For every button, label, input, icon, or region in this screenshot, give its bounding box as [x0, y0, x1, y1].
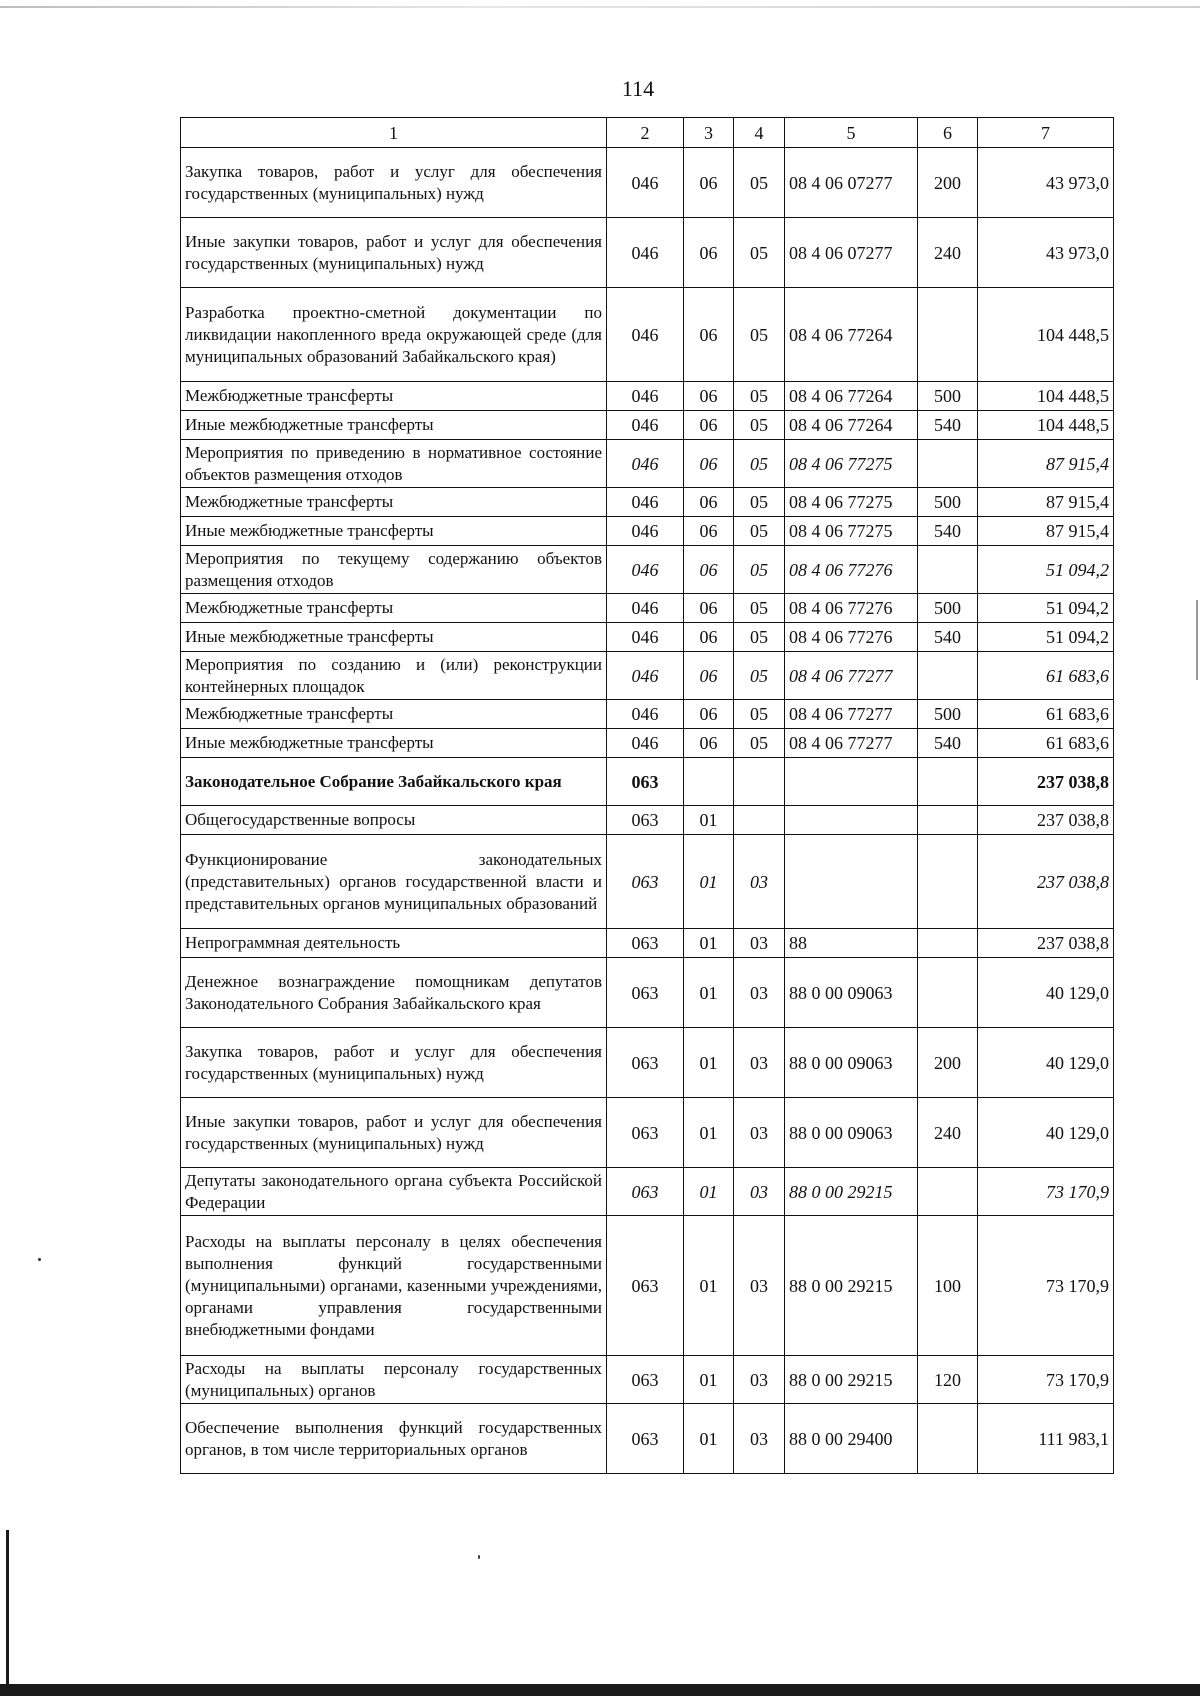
- row-amount: 111 983,1: [978, 1404, 1114, 1474]
- table-row: [181, 700, 1114, 729]
- row-target-code: 08 4 06 77264: [785, 382, 918, 411]
- row-name: Мероприятия по созданию и (или) реконструкции контейнерных площадок: [181, 652, 607, 700]
- table-row: [181, 1098, 1114, 1168]
- row-subsection-code: 03: [734, 1168, 785, 1216]
- row-subsection-code: 03: [734, 1404, 785, 1474]
- row-expense-type: 540: [918, 411, 978, 440]
- row-target-code: 88: [785, 929, 918, 958]
- table-row: [181, 288, 1114, 382]
- row-target-code: 08 4 06 77275: [785, 517, 918, 546]
- row-ministry-code: 046: [607, 546, 684, 594]
- row-expense-type: [918, 1168, 978, 1216]
- row-expense-type: 500: [918, 594, 978, 623]
- row-section-code: 06: [684, 517, 734, 546]
- row-name: Расходы на выплаты персоналу государственных (муниципальных) органов: [181, 1356, 607, 1404]
- row-section-code: 06: [684, 652, 734, 700]
- row-ministry-code: 063: [607, 806, 684, 835]
- row-target-code: 88 0 00 29215: [785, 1356, 918, 1404]
- row-section-code: 06: [684, 288, 734, 382]
- row-amount: 61 683,6: [978, 652, 1114, 700]
- scan-left-edge: [6, 1530, 9, 1690]
- row-target-code: 08 4 06 77277: [785, 729, 918, 758]
- row-target-code: 88 0 00 29215: [785, 1168, 918, 1216]
- row-target-code: [785, 806, 918, 835]
- row-expense-type: 100: [918, 1216, 978, 1356]
- header-cell: 2: [607, 118, 684, 148]
- row-ministry-code: 063: [607, 758, 684, 806]
- row-name: Законодательное Собрание Забайкальского края: [181, 758, 607, 806]
- row-subsection-code: 05: [734, 488, 785, 517]
- row-expense-type: [918, 288, 978, 382]
- row-name: Иные закупки товаров, работ и услуг для обеспечения государственных (муниципальных) нужд: [181, 218, 607, 288]
- row-name: Депутаты законодательного органа субъекта Российской Федерации: [181, 1168, 607, 1216]
- table-row: [181, 1404, 1114, 1474]
- row-section-code: 06: [684, 440, 734, 488]
- row-expense-type: 540: [918, 517, 978, 546]
- row-name: Расходы на выплаты персоналу в целях обеспечения выполнения функций государственными (муниципальными) органами, казенными учреждениями, органами управления государственными внебюджетными фондами: [181, 1216, 607, 1356]
- row-expense-type: 200: [918, 1028, 978, 1098]
- budget-table: [180, 117, 1114, 1474]
- row-ministry-code: 063: [607, 835, 684, 929]
- row-amount: 40 129,0: [978, 1028, 1114, 1098]
- row-expense-type: 200: [918, 148, 978, 218]
- row-expense-type: [918, 835, 978, 929]
- row-subsection-code: 03: [734, 1028, 785, 1098]
- row-ministry-code: 063: [607, 1028, 684, 1098]
- row-ministry-code: 046: [607, 411, 684, 440]
- row-name: Иные межбюджетные трансферты: [181, 729, 607, 758]
- row-name: Непрограммная деятельность: [181, 929, 607, 958]
- row-section-code: 06: [684, 546, 734, 594]
- scan-right-edge: [1196, 600, 1198, 680]
- row-expense-type: 240: [918, 1098, 978, 1168]
- row-ministry-code: 063: [607, 1098, 684, 1168]
- row-amount: 237 038,8: [978, 929, 1114, 958]
- row-expense-type: [918, 652, 978, 700]
- row-amount: 237 038,8: [978, 758, 1114, 806]
- row-name: Иные межбюджетные трансферты: [181, 411, 607, 440]
- row-subsection-code: 05: [734, 700, 785, 729]
- row-ministry-code: 046: [607, 218, 684, 288]
- page-number: 114: [621, 76, 655, 101]
- table-row: [181, 218, 1114, 288]
- table-row: [181, 1168, 1114, 1216]
- row-target-code: 08 4 06 77276: [785, 594, 918, 623]
- row-ministry-code: 046: [607, 594, 684, 623]
- row-section-code: 06: [684, 729, 734, 758]
- header-cell: 1: [181, 118, 607, 148]
- row-amount: 104 448,5: [978, 382, 1114, 411]
- table-row: [181, 652, 1114, 700]
- row-name: Иные закупки товаров, работ и услуг для обеспечения государственных (муниципальных) нужд: [181, 1098, 607, 1168]
- table-row: [181, 729, 1114, 758]
- row-target-code: 08 4 06 77264: [785, 288, 918, 382]
- row-expense-type: 500: [918, 382, 978, 411]
- row-subsection-code: 05: [734, 546, 785, 594]
- row-amount: 87 915,4: [978, 517, 1114, 546]
- table-row: [181, 806, 1114, 835]
- header-cell: 5: [785, 118, 918, 148]
- row-ministry-code: 063: [607, 1168, 684, 1216]
- row-target-code: 08 4 06 77275: [785, 488, 918, 517]
- row-name: Денежное вознаграждение помощникам депутатов Законодательного Собрания Забайкальского края: [181, 958, 607, 1028]
- row-section-code: 01: [684, 1168, 734, 1216]
- row-target-code: 08 4 06 07277: [785, 218, 918, 288]
- row-name: Иные межбюджетные трансферты: [181, 623, 607, 652]
- row-ministry-code: 046: [607, 382, 684, 411]
- row-subsection-code: 03: [734, 1356, 785, 1404]
- row-expense-type: 240: [918, 218, 978, 288]
- header-cell: 6: [918, 118, 978, 148]
- row-subsection-code: 05: [734, 652, 785, 700]
- row-subsection-code: 05: [734, 729, 785, 758]
- table-row: [181, 594, 1114, 623]
- scan-speck: [38, 1258, 41, 1261]
- row-target-code: 88 0 00 29215: [785, 1216, 918, 1356]
- row-amount: 51 094,2: [978, 623, 1114, 652]
- row-ministry-code: 046: [607, 623, 684, 652]
- row-section-code: 01: [684, 835, 734, 929]
- row-target-code: 88 0 00 09063: [785, 1028, 918, 1098]
- row-section-code: 06: [684, 623, 734, 652]
- row-name: Закупка товаров, работ и услуг для обеспечения государственных (муниципальных) нужд: [181, 148, 607, 218]
- row-ministry-code: 046: [607, 652, 684, 700]
- row-section-code: 01: [684, 806, 734, 835]
- row-section-code: 01: [684, 929, 734, 958]
- table-row: [181, 517, 1114, 546]
- row-amount: 51 094,2: [978, 594, 1114, 623]
- row-amount: 61 683,6: [978, 729, 1114, 758]
- table-row: [181, 488, 1114, 517]
- row-target-code: 08 4 06 77275: [785, 440, 918, 488]
- row-section-code: 06: [684, 700, 734, 729]
- table-row: [181, 929, 1114, 958]
- row-expense-type: 540: [918, 729, 978, 758]
- row-amount: 237 038,8: [978, 835, 1114, 929]
- row-amount: 40 129,0: [978, 958, 1114, 1028]
- header-row: [181, 118, 1114, 148]
- row-target-code: [785, 835, 918, 929]
- row-section-code: 06: [684, 382, 734, 411]
- row-expense-type: [918, 958, 978, 1028]
- table-row: [181, 758, 1114, 806]
- row-target-code: 88 0 00 09063: [785, 958, 918, 1028]
- row-section-code: 06: [684, 594, 734, 623]
- table-row: [181, 382, 1114, 411]
- row-ministry-code: 046: [607, 517, 684, 546]
- row-section-code: 01: [684, 1356, 734, 1404]
- row-ministry-code: 063: [607, 958, 684, 1028]
- row-expense-type: [918, 758, 978, 806]
- row-target-code: 08 4 06 07277: [785, 148, 918, 218]
- row-subsection-code: 05: [734, 411, 785, 440]
- row-ministry-code: 046: [607, 700, 684, 729]
- row-ministry-code: 046: [607, 148, 684, 218]
- row-target-code: 08 4 06 77264: [785, 411, 918, 440]
- row-name: Межбюджетные трансферты: [181, 382, 607, 411]
- row-expense-type: 500: [918, 700, 978, 729]
- row-name: Межбюджетные трансферты: [181, 488, 607, 517]
- row-expense-type: 500: [918, 488, 978, 517]
- row-expense-type: 540: [918, 623, 978, 652]
- header-cell: 7: [978, 118, 1114, 148]
- row-section-code: 01: [684, 1028, 734, 1098]
- header-cell: 3: [684, 118, 734, 148]
- row-amount: 87 915,4: [978, 440, 1114, 488]
- row-section-code: 01: [684, 1098, 734, 1168]
- row-target-code: 88 0 00 09063: [785, 1098, 918, 1168]
- row-amount: 43 973,0: [978, 218, 1114, 288]
- row-name: Мероприятия по текущему содержанию объектов размещения отходов: [181, 546, 607, 594]
- row-subsection-code: 03: [734, 1216, 785, 1356]
- row-section-code: [684, 758, 734, 806]
- row-target-code: 08 4 06 77277: [785, 700, 918, 729]
- table-row: [181, 148, 1114, 218]
- row-expense-type: [918, 929, 978, 958]
- row-subsection-code: 03: [734, 835, 785, 929]
- row-amount: 61 683,6: [978, 700, 1114, 729]
- row-section-code: 01: [684, 958, 734, 1028]
- row-target-code: 08 4 06 77276: [785, 623, 918, 652]
- row-target-code: 08 4 06 77276: [785, 546, 918, 594]
- row-section-code: 06: [684, 218, 734, 288]
- row-section-code: 06: [684, 488, 734, 517]
- row-amount: 43 973,0: [978, 148, 1114, 218]
- table-row: [181, 623, 1114, 652]
- table-row: [181, 411, 1114, 440]
- row-amount: 73 170,9: [978, 1356, 1114, 1404]
- table-row: [181, 835, 1114, 929]
- row-section-code: 06: [684, 148, 734, 218]
- row-name: Иные межбюджетные трансферты: [181, 517, 607, 546]
- row-name: Межбюджетные трансферты: [181, 700, 607, 729]
- row-section-code: 01: [684, 1404, 734, 1474]
- row-ministry-code: 046: [607, 440, 684, 488]
- table-row: [181, 1216, 1114, 1356]
- header-cell: 4: [734, 118, 785, 148]
- scan-speck: [478, 1555, 480, 1559]
- row-ministry-code: 063: [607, 1216, 684, 1356]
- row-subsection-code: 05: [734, 288, 785, 382]
- table-row: [181, 546, 1114, 594]
- row-amount: 104 448,5: [978, 288, 1114, 382]
- row-subsection-code: 03: [734, 929, 785, 958]
- row-ministry-code: 063: [607, 1404, 684, 1474]
- row-expense-type: [918, 546, 978, 594]
- row-subsection-code: 05: [734, 594, 785, 623]
- row-name: Функционирование законодательных (представительных) органов государственной власти и представительных органов муниципальных образований: [181, 835, 607, 929]
- row-expense-type: [918, 440, 978, 488]
- table-row: [181, 440, 1114, 488]
- row-section-code: 01: [684, 1216, 734, 1356]
- row-ministry-code: 046: [607, 488, 684, 517]
- table-row: [181, 1356, 1114, 1404]
- row-target-code: 88 0 00 29400: [785, 1404, 918, 1474]
- row-target-code: 08 4 06 77277: [785, 652, 918, 700]
- row-subsection-code: 05: [734, 517, 785, 546]
- table-row: [181, 1028, 1114, 1098]
- row-subsection-code: 03: [734, 1098, 785, 1168]
- row-name: Общегосударственные вопросы: [181, 806, 607, 835]
- row-ministry-code: 046: [607, 288, 684, 382]
- row-subsection-code: [734, 758, 785, 806]
- scan-bottom-edge: [0, 1684, 1200, 1696]
- row-expense-type: 120: [918, 1356, 978, 1404]
- row-subsection-code: 05: [734, 148, 785, 218]
- row-amount: 87 915,4: [978, 488, 1114, 517]
- row-ministry-code: 063: [607, 1356, 684, 1404]
- row-target-code: [785, 758, 918, 806]
- row-subsection-code: 05: [734, 440, 785, 488]
- row-amount: 73 170,9: [978, 1168, 1114, 1216]
- row-expense-type: [918, 1404, 978, 1474]
- row-amount: 237 038,8: [978, 806, 1114, 835]
- row-amount: 40 129,0: [978, 1098, 1114, 1168]
- row-amount: 51 094,2: [978, 546, 1114, 594]
- row-ministry-code: 046: [607, 729, 684, 758]
- row-amount: 104 448,5: [978, 411, 1114, 440]
- row-name: Мероприятия по приведению в нормативное состояние объектов размещения отходов: [181, 440, 607, 488]
- row-subsection-code: 05: [734, 623, 785, 652]
- row-ministry-code: 063: [607, 929, 684, 958]
- row-name: Межбюджетные трансферты: [181, 594, 607, 623]
- row-subsection-code: 05: [734, 218, 785, 288]
- row-name: Разработка проектно-сметной документации по ликвидации накопленного вреда окружающей среде (для муниципальных образований Забайкальского края): [181, 288, 607, 382]
- row-subsection-code: 03: [734, 958, 785, 1028]
- row-subsection-code: [734, 806, 785, 835]
- row-expense-type: [918, 806, 978, 835]
- row-section-code: 06: [684, 411, 734, 440]
- scan-top-edge: [0, 6, 1200, 8]
- row-subsection-code: 05: [734, 382, 785, 411]
- row-name: Закупка товаров, работ и услуг для обеспечения государственных (муниципальных) нужд: [181, 1028, 607, 1098]
- row-name: Обеспечение выполнения функций государственных органов, в том числе территориальных органов: [181, 1404, 607, 1474]
- row-amount: 73 170,9: [978, 1216, 1114, 1356]
- table-row: [181, 958, 1114, 1028]
